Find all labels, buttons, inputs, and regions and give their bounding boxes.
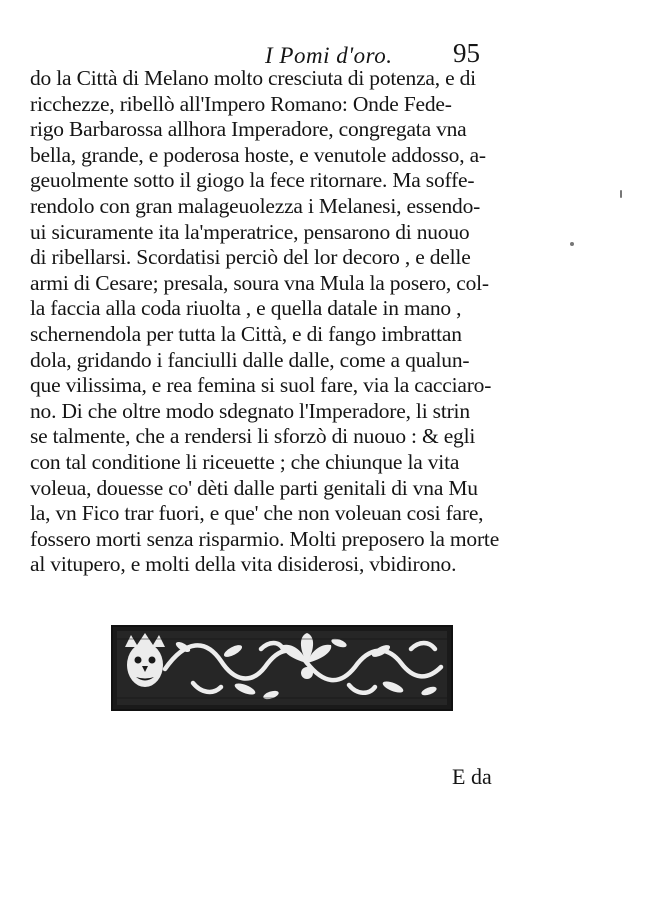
text-line: dola, gridando i fanciulli dalle dalle, come a qualun- xyxy=(30,347,470,372)
text-line: bella, grande, e poderosa hoste, e venutole addosso, a- xyxy=(30,142,486,167)
text-line: rendolo con gran malageuolezza i Melanesi, essendo- xyxy=(30,193,481,218)
text-line: voleua, douesse co' dèti dalle parti genitali di vna Mu xyxy=(30,475,478,500)
text-line: con tal conditione li riceuette ; che chiunque la vita xyxy=(30,449,460,474)
text-line: ui sicuramente ita la'mperatrice, pensarono di nuouo xyxy=(30,219,470,244)
woodcut-ornament-icon xyxy=(111,625,453,711)
text-line: rigo Barbarossa allhora Imperadore, congregata vna xyxy=(30,117,467,142)
scan-speck xyxy=(570,242,574,246)
text-line: ricchezze, ribellò all'Impero Romano: Onde Fede- xyxy=(30,91,452,116)
text-line: no. Di che oltre modo sdegnato l'Imperadore, li strin xyxy=(30,398,470,423)
text-line: se talmente, che a rendersi li sforzò di nuouo : & egli xyxy=(30,424,476,449)
body-text xyxy=(30,66,570,578)
text-line: la, vn Fico trar fuori, e que' che non voleuan cosi fare, xyxy=(30,501,484,526)
catchword: E da xyxy=(452,764,492,789)
page-number: 95 xyxy=(453,38,480,68)
text-line: al vitupero, e molti della vita disiderosi, vbidirono. xyxy=(30,552,457,577)
text-line: la faccia alla coda riuolta , e quella datale in mano , xyxy=(30,296,462,321)
text-line: que vilissima, e rea femina si suol fare, via la cacciaro- xyxy=(30,373,492,398)
scan-speck xyxy=(620,190,622,198)
running-title: I Pomi d'oro. xyxy=(265,43,393,68)
text-line: geuolmente sotto il giogo la fece ritornare. Ma soffe- xyxy=(30,168,475,193)
text-line: schernendola per tutta la Città, e di fango imbrattan xyxy=(30,321,462,346)
text-line: armi di Cesare; presala, soura vna Mula la posero, col- xyxy=(30,270,489,295)
text-line: do la Città di Melano molto cresciuta di potenza, e di xyxy=(30,66,476,90)
text-line: di ribellarsi. Scordatisi perciò del lor decoro , e delle xyxy=(30,245,471,270)
text-line: fossero morti senza risparmio. Molti preposero la morte xyxy=(30,526,500,551)
